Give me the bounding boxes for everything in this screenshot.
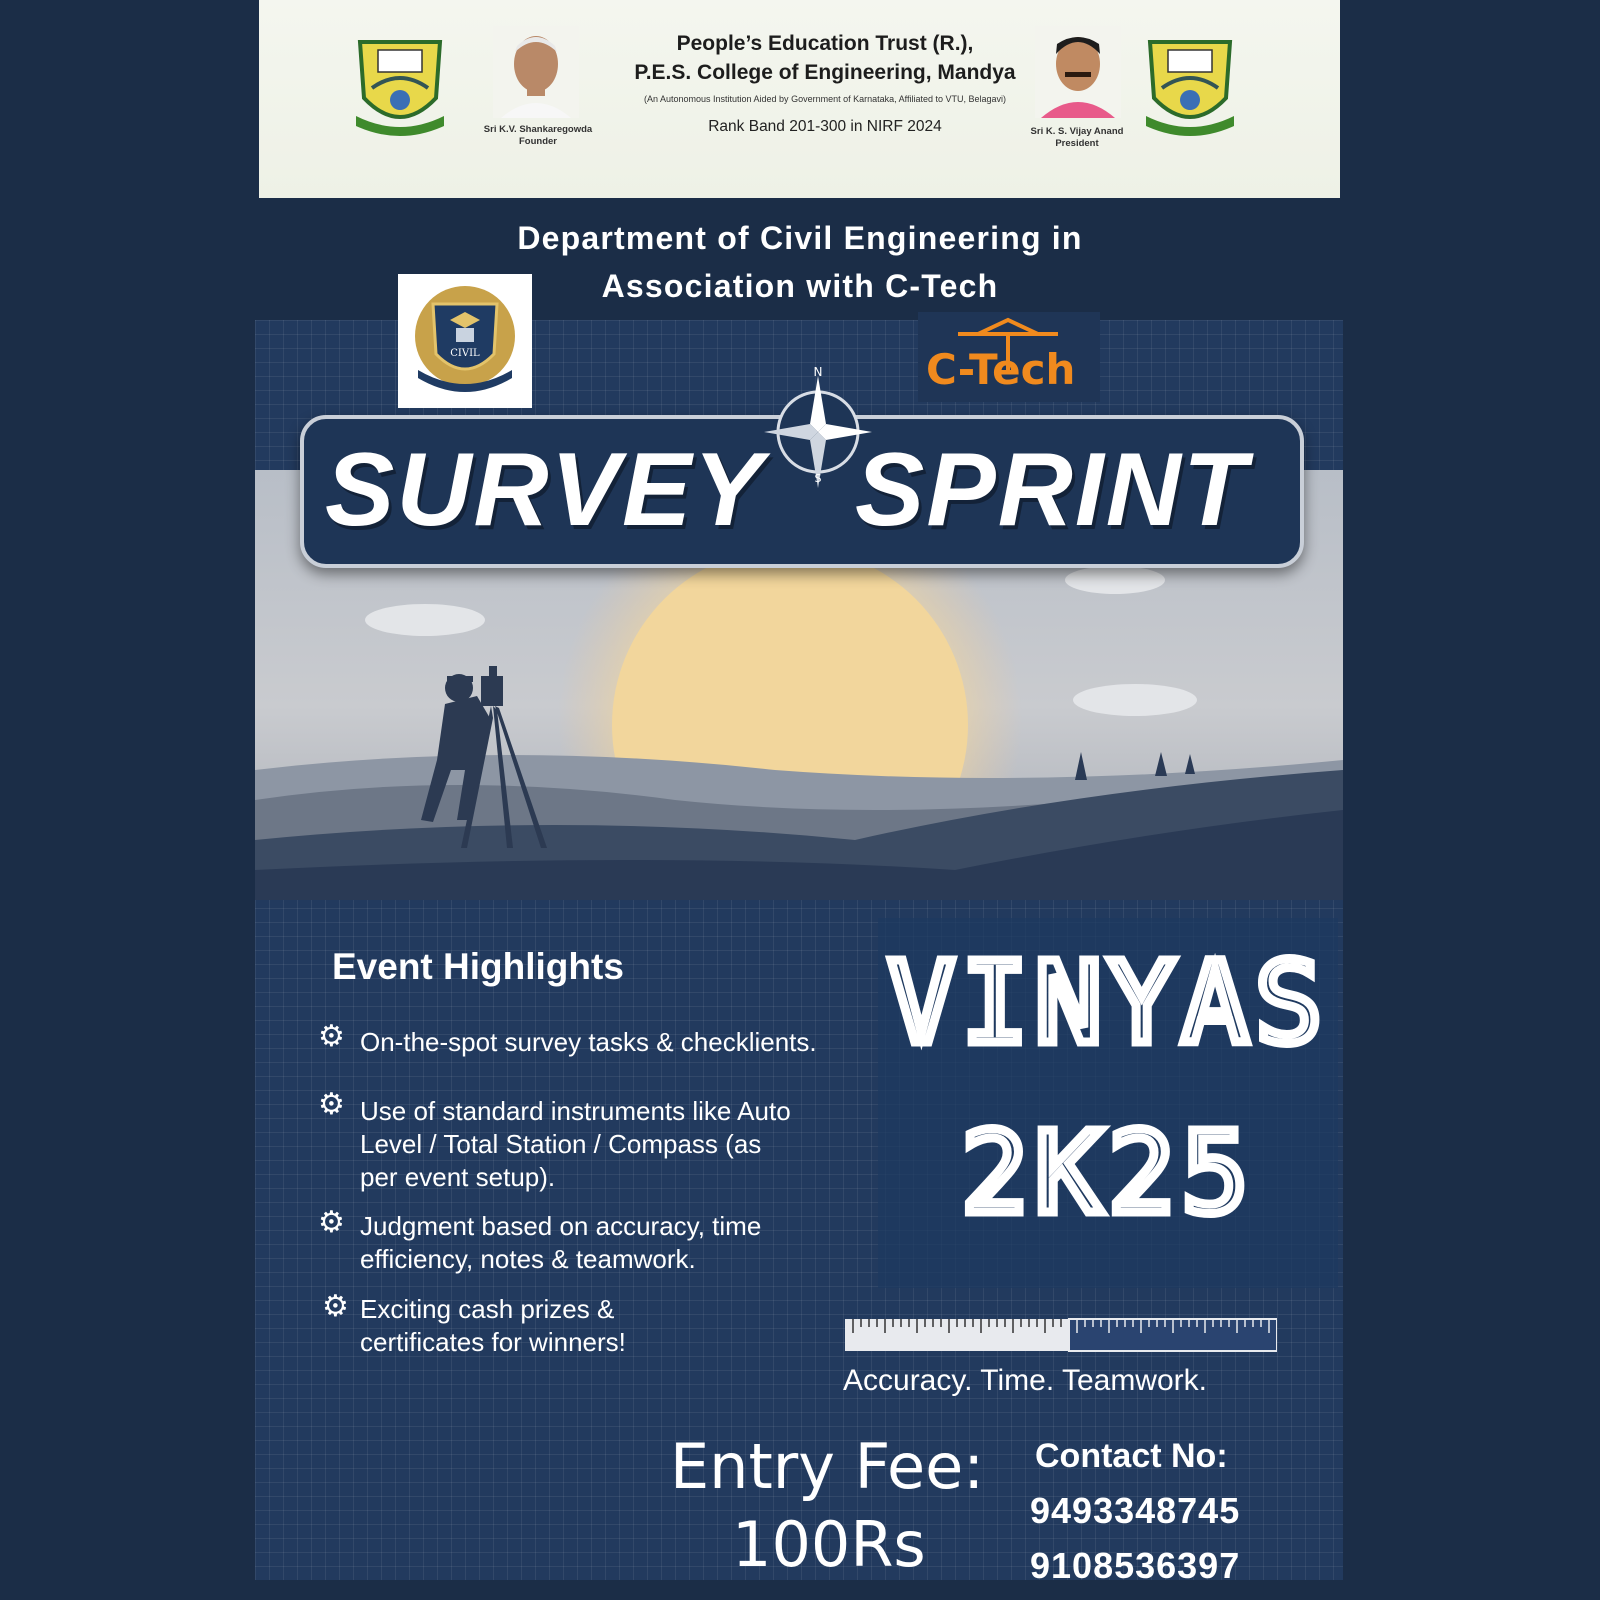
contact-label: Contact No: [1035, 1437, 1228, 1475]
highlight-item-2: Use of standard instruments like Auto Level / Total Station / Compass (as per event setup). [360, 1096, 791, 1192]
nirf-rank-band: Rank Band 201-300 in NIRF 2024 [708, 118, 942, 135]
president-portrait [1035, 26, 1121, 118]
highlight-item-3: Judgment based on accuracy, time efficiency, notes & teamwork. [360, 1211, 762, 1274]
gear-icon: ⚙ [318, 1020, 345, 1053]
entry-fee-label: Entry Fee: [670, 1430, 985, 1503]
event-year-text: 2K25 [961, 1109, 1255, 1239]
department-line-2: Association with C-Tech [601, 268, 999, 304]
president-caption [1002, 126, 1152, 150]
highlight-item-4: Exciting cash prizes & certificates for winners! [360, 1294, 626, 1357]
trust-name: People’s Education Trust (R.), [676, 32, 974, 55]
event-year [878, 1100, 1338, 1240]
college-affiliation-note: (An Autonomous Institution Aided by Government of Karnataka, Affiliated to VTU, Belagavi) [643, 94, 1007, 104]
civil-logo-text: CIVIL [450, 348, 480, 359]
event-name [878, 930, 1338, 1070]
college-crest-right-icon [1142, 28, 1238, 144]
event-name-text: VINYAS [887, 939, 1329, 1069]
ctech-logo-text: C-Tech [926, 345, 1076, 394]
highlights-heading: Event Highlights [332, 946, 624, 987]
compass-north-label: N [813, 366, 823, 379]
highlight-item-1: On-the-spot survey tasks & checklients. [360, 1027, 817, 1057]
college-crest-left-icon [352, 28, 448, 144]
ctech-crane-icon [918, 312, 1100, 402]
gear-icon: ⚙ [318, 1206, 345, 1239]
contact-phone-2[interactable]: 9108536397 [1030, 1545, 1241, 1586]
gear-icon: ⚙ [322, 1290, 349, 1323]
measuring-tape-icon [845, 1317, 1277, 1353]
compass-south-label: S [814, 472, 822, 485]
founder-role: Founder [519, 136, 557, 147]
contact-phone-1[interactable]: 9493348745 [1030, 1490, 1241, 1531]
title-word-sprint: SPRINT [855, 432, 1249, 548]
compass-rose-icon [760, 366, 876, 496]
gear-icon: ⚙ [318, 1088, 345, 1121]
college-name: P.E.S. College of Engineering, Mandya [634, 61, 1016, 84]
founder-name: Sri K.V. Shankaregowda [483, 124, 593, 135]
event-tagline: Accuracy. Time. Teamwork. [843, 1364, 1207, 1397]
title-word-survey: SURVEY [325, 432, 765, 548]
president-role: President [1055, 138, 1099, 149]
president-name: Sri K. S. Vijay Anand [1030, 126, 1124, 137]
ctech-logo [918, 312, 1100, 402]
entry-fee-value: 100Rs [732, 1508, 926, 1581]
department-line-1: Department of Civil Engineering in [517, 220, 1083, 256]
